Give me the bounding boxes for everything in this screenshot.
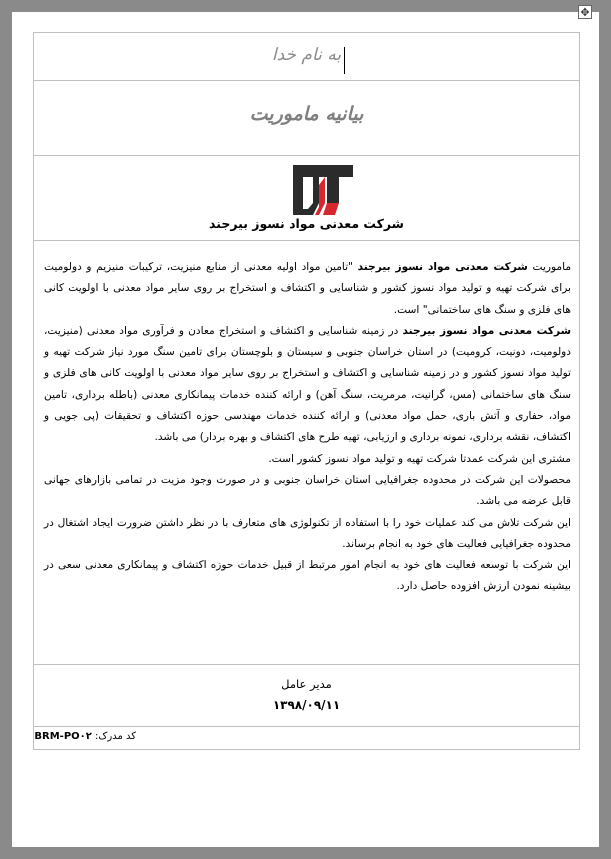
logo-row[interactable] <box>34 156 579 241</box>
document-code <box>34 731 136 742</box>
document-title: بیانیه ماموریت <box>249 103 364 125</box>
signature-date: ۱۳۹۸/۰۹/۱۱ <box>272 698 341 712</box>
company-name-inline: شرکت معدنی مواد نسوز بیرجند <box>402 324 571 337</box>
paragraph-value-added: این شرکت با توسعه فعالیت های خود به انجام امور مرتبط از قبیل خدمات حوزه اکتشاف و پیمانکاری معدنی سعی در بیشینه نمودن ارزش افزوده حاصل دارد. <box>44 559 571 593</box>
company-logo-icon <box>291 163 355 217</box>
window-frame-left <box>0 0 12 859</box>
window-frame-right <box>599 0 611 859</box>
company-name-inline: شرکت معدنی مواد نسوز بیرجند <box>357 261 528 273</box>
signature-row[interactable] <box>34 665 579 727</box>
basmala-row[interactable] <box>34 33 579 81</box>
document-page[interactable] <box>12 12 599 847</box>
text-cursor <box>344 47 345 74</box>
document-code-value: BRM-PO۰۲ <box>34 731 92 742</box>
document-code-row[interactable] <box>34 727 579 749</box>
mission-body[interactable] <box>44 257 571 598</box>
paragraph-activities: شرکت معدنی مواد نسوز بیرجند در زمینه شناسایی و اکتشاف و استخراج معادن و فرآوری مواد معدنی (منیزیت، دولومیت، دونیت، کرومیت) در استان خراسان جنوبی و سیستان و بلوچستان برای تامین سنگ مورد نیاز شرکت تهیه و تولید مواد نسوز کشور و در زمینه شناسایی و اکتشاف و استخراج بر روی سایر مواد معدنی با اولویت کانی های فلزی و سنگ های ساختمانی (مس، گرانیت، مرمریت، سنگ آهن) و ارائه کننده خدمات پیمانکاری معدنی (باطله برداری، تامین مواد، حفاری و آتش باری، حمل مواد معدنی) و ارائه کننده خدمات مهندسی حوزه اکتشاف و تحقیقات (پی جویی و اکتشاف، نقشه برداری، نمونه برداری و ارزیابی، تهیه طرح های اکتشاف و بهره بردار) می باشد. <box>44 324 571 444</box>
window-frame-top <box>0 0 611 12</box>
paragraph-technology: این شرکت تلاش می کند عملیات خود را با استفاده از تکنولوژی های متعارف با در نظر داشتن ضرورت ایجاد اشتغال در محدوده جغرافیایی فعالیت های خود به انجام برساند. <box>44 516 571 550</box>
title-row[interactable] <box>34 81 579 156</box>
paragraph-customer: مشتری این شرکت عمدتا شرکت تهیه و تولید مواد نسوز کشور است. <box>268 452 571 465</box>
window-frame-bottom <box>0 847 611 859</box>
paragraph-products: محصولات این شرکت در محدوده جغرافیایی استان خراسان جنوبی و در صورت وجود مزیت در تمامی بازارهای جهانی قابل عرضه می باشد. <box>44 473 571 508</box>
paragraph-mission: ماموریت شرکت معدنی مواد نسوز بیرجند "تامین مواد اولیه معدنی از منابع منیزیت، ترکیبات منیزیم و دولومیت برای شرکت تهیه و تولید مواد نسوز کشور و شناسایی و اکتشاف و استخراج بر روی سایر مواد معدنی با اولویت کانی های فلزی و سنگ های ساختمانی" است. <box>44 261 571 316</box>
company-name: شرکت معدنی مواد نسوز بیرجند <box>209 216 404 231</box>
signer-title: مدیر عامل <box>281 677 332 691</box>
mission-statement-table[interactable] <box>33 32 580 750</box>
body-row[interactable] <box>34 241 579 665</box>
document-code-label: کد مدرک: <box>95 731 136 742</box>
move-icon[interactable]: ✥ <box>578 5 592 19</box>
basmala-heading: به نام خدا <box>271 45 342 65</box>
